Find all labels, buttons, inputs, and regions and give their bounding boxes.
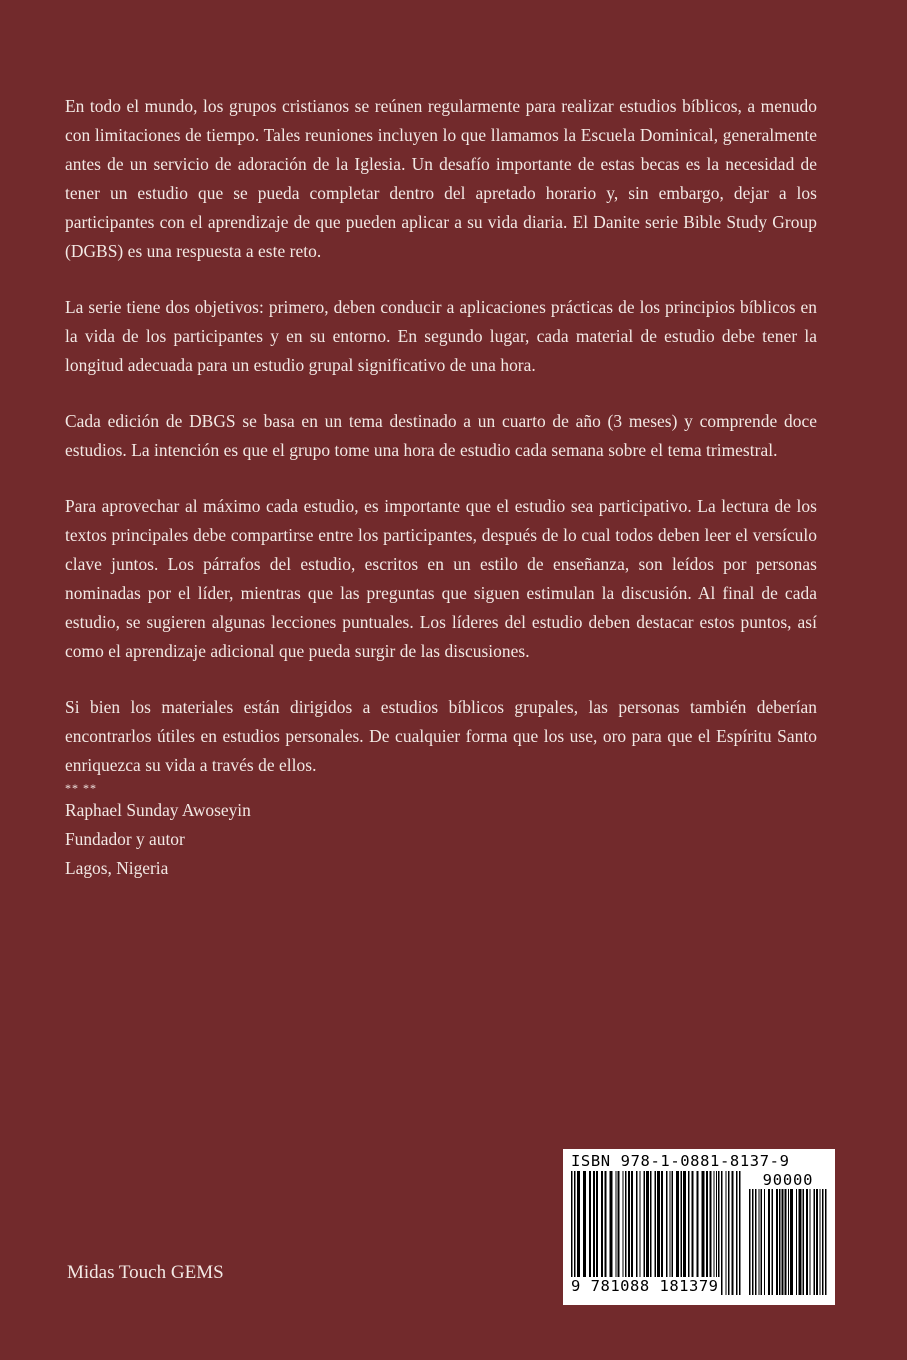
paragraph-intro: En todo el mundo, los grupos cristianos se reúnen regularmente para realizar estudios bíblicos, a menudo con limitaciones de tiempo. Tales reuniones incluyen lo que llamamos la Escuela Dominical, generalmente antes de un servicio de adoración de la Iglesia. Un desafío importante de estas becas es la necesidad de tener un estudio que se pueda completar dentro del apretado horario y, sin embargo, dejar a los participantes con el aprendizaje de que pueden aplicar a su vida diaria. El Danite serie Bible Study Group (DGBS) es una respuesta a este reto.: [65, 96, 817, 261]
author-location: Lagos, Nigeria: [65, 858, 169, 878]
ean-digits: 9 781088 181379: [571, 1277, 719, 1295]
barcode-bar: [779, 1189, 781, 1295]
barcode-bar: [803, 1189, 805, 1295]
isbn-barcode: [563, 1149, 835, 1305]
back-cover-text: [65, 92, 817, 883]
barcode-bar: [806, 1189, 808, 1295]
separator-stars: ** **: [65, 781, 97, 795]
barcode-bar: [790, 1189, 793, 1295]
barcode-bar: [796, 1189, 797, 1295]
paragraph-edition: Cada edición de DBGS se basa en un tema destinado a un cuarto de año (3 meses) y comprende doce estudios. La intención es que el grupo tome una hora de estudio cada semana sobre el tema trimestral.: [65, 411, 817, 460]
isbn-label: ISBN 978-1-0881-8137-9: [571, 1152, 790, 1170]
barcode-bar: [814, 1189, 816, 1295]
barcode-bar: [788, 1189, 789, 1295]
addon-barcode-bars: [749, 1189, 827, 1295]
paragraph-closing: Si bien los materiales están dirigidos a estudios bíblicos grupales, las personas también deberían encontrarlos útiles en estudios personales. De cualquier forma que los use, oro para que el Espíritu Santo enriquezca su vida a través de ellos.: [65, 697, 817, 775]
barcode-bar: [825, 1189, 827, 1295]
barcode-bar: [728, 1171, 730, 1295]
signature-block: [65, 796, 817, 883]
barcode-bar: [764, 1189, 765, 1295]
paragraph-participation: Para aprovechar al máximo cada estudio, es importante que el estudio sea participativo. La lectura de los textos principales debe compartirse entre los participantes, después de lo cual todos deben leer el versículo clave juntos. Los párrafos del estudio, escritos en un estilo de enseñanza, son leídos por personas nominadas por el líder, mientras que las preguntas que siguen estimulan la discusión. Al final de cada estudio, se sugieren algunas lecciones puntuales. Los líderes del estudio deben destacar estos puntos, así como el aprendizaje adicional que pueda surgir de las discusiones.: [65, 496, 817, 661]
barcode-bar: [768, 1189, 770, 1295]
barcode-bar: [739, 1171, 741, 1295]
barcode-bar: [726, 1171, 727, 1295]
barcode-bar: [721, 1171, 723, 1295]
barcode-bar: [752, 1189, 754, 1295]
barcode-bar: [736, 1171, 738, 1295]
barcode-bar: [799, 1189, 802, 1295]
barcode-bar: [810, 1189, 811, 1295]
price-code: 90000: [762, 1171, 814, 1189]
paragraph-objectives: La serie tiene dos objetivos: primero, deben conducir a aplicaciones prácticas de los principios bíblicos en la vida de los participantes y en su entorno. En segundo lugar, cada material de estudio debe tener la longitud adecuada para un estudio grupal significativo de una hora.: [65, 297, 817, 375]
barcode-bar: [776, 1189, 778, 1295]
barcode-bar: [822, 1189, 824, 1295]
publisher-name: Midas Touch GEMS: [67, 1262, 224, 1283]
barcode-bar: [820, 1189, 821, 1295]
barcode-bar: [732, 1171, 734, 1295]
barcode-bar: [816, 1189, 818, 1295]
barcode-bar: [772, 1189, 774, 1295]
barcode-bar: [749, 1189, 751, 1295]
barcode-bar: [782, 1189, 784, 1295]
barcode-bar: [759, 1189, 760, 1295]
barcode-bar: [761, 1189, 763, 1295]
author-role: Fundador y autor: [65, 829, 185, 849]
author-name: Raphael Sunday Awoseyin: [65, 800, 251, 820]
barcode-bar: [755, 1189, 757, 1295]
barcode-bar: [785, 1189, 787, 1295]
